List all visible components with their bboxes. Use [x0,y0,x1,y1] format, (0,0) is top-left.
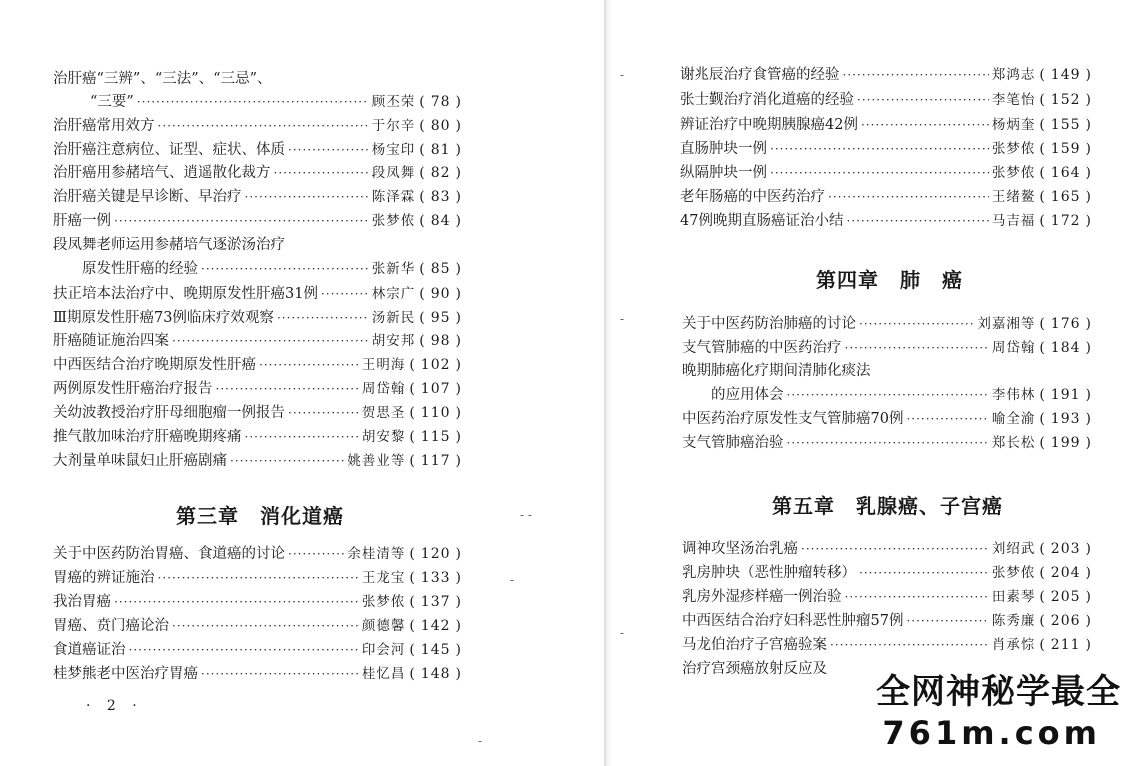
entry-title: 治肝癌常用效方 [53,118,155,134]
entry-author: 林宗广 [371,286,416,302]
entry-page: ( 184 ) [1039,337,1092,359]
entry-page: ( 102 ) [409,354,462,376]
entry-author: 喻全渝 [991,411,1036,427]
dot-leader [201,663,359,685]
entry-author: 郑长松 [991,435,1036,451]
toc-entry [53,283,462,305]
toc-entry [53,615,462,637]
entry-title: 大剂量单味鼠妇止肝癌剧痛 [53,453,227,469]
entry-author: 印会河 [361,642,406,658]
dot-leader [288,139,369,161]
entry-title: Ⅲ期原发性肝癌73例临床疗效观察 [53,310,274,326]
entry-title: 中西医结合治疗妇科恶性肿瘤57例 [682,613,904,629]
entry-author: 李笔怡 [991,92,1036,108]
entry-page: ( 211 ) [1039,634,1092,656]
toc-entry [53,354,462,376]
entry-page: ( 115 ) [409,426,462,448]
watermark [845,656,1137,766]
entry-title: 治肝癌关键是早诊断、早治疗 [53,189,242,205]
dot-leader [201,258,369,280]
entry-author: 顾丕荣 [371,94,416,110]
entry-author: 胡安邦 [371,333,416,349]
entry-author: 胡安黎 [361,429,406,445]
dot-leader [158,567,359,589]
entry-author: 张梦侬 [361,594,406,610]
toc-entry [53,210,462,232]
entry-page: ( 203 ) [1039,538,1092,560]
dot-leader [172,330,369,352]
toc-entry [53,330,462,352]
dot-leader [274,162,369,184]
entry-title: 中西医结合治疗晚期原发性肝癌 [53,357,256,373]
entry-page: ( 137 ) [409,591,462,613]
dot-leader [906,610,988,632]
entry-author: 周岱翰 [361,381,406,397]
entry-page: ( 95 ) [419,307,462,329]
entry-author: 于尔辛 [371,118,416,134]
entry-title-line1: 段凤舞老师运用参赭培气逐淤汤治疗 [53,237,285,253]
entry-author: 姚善业等 [347,453,406,469]
toc-entry [53,139,462,161]
entry-author: 张梦侬 [991,565,1036,581]
entry-author: 刘绍武 [991,541,1036,557]
scan-speck: ‐ [620,626,625,640]
entry-title-line1: 治肝癌“三辨”、“三法”、“三忌”、 [53,71,272,87]
entry-author: 田素琴 [991,589,1036,605]
entry-author: 郑鸿志 [991,67,1036,83]
chapter-heading: 第四章 肺 癌 [816,268,963,292]
entry-title: 我治胃癌 [53,594,111,610]
entry-page: ( 176 ) [1039,313,1092,335]
toc-entry [682,313,1092,335]
entry-title: 支气管肺癌治验 [682,435,784,451]
entry-title: 推气散加味治疗肝癌晚期疼痛 [53,429,242,445]
toc-entry [53,591,462,613]
entry-page: ( 164 ) [1039,162,1092,184]
entry-title: 肝癌随证施治四案 [53,333,169,349]
watermark-url: 761m.com [874,714,1109,752]
dot-leader [857,89,989,111]
entry-author: 张梦侬 [991,141,1036,157]
dot-leader [859,562,989,584]
dot-leader [906,408,988,430]
dot-leader [288,402,359,424]
entry-title: “三要” [90,94,134,110]
entry-title: 扶正培本法治疗中、晚期原发性肝癌31例 [53,286,318,302]
watermark-text: 全网神秘学最全 [870,662,1127,715]
entry-author: 杨炳奎 [991,117,1036,133]
entry-title: 关幼波教授治疗肝母细胞瘤一例报告 [53,405,285,421]
entry-author: 肖承悰 [991,637,1036,653]
entry-page: ( 85 ) [419,258,462,280]
entry-title-line1: 治疗宫颈癌放射反应及 [682,661,827,677]
dot-leader [845,337,989,359]
toc-entry [53,567,462,589]
entry-title: 老年肠癌的中医药治疗 [680,189,825,205]
toc-entry [680,138,1092,160]
entry-title: 辨证治疗中晚期胰腺癌42例 [680,117,858,133]
scan-speck: ‐ [620,68,625,82]
entry-page: ( 80 ) [419,115,462,137]
entry-page: ( 110 ) [409,402,462,424]
entry-author: 桂忆昌 [361,666,406,682]
chapter-heading: 第三章 消化道癌 [176,504,344,528]
entry-page: ( 165 ) [1039,186,1092,208]
entry-page: ( 83 ) [419,186,462,208]
dot-leader [158,115,369,137]
toc-entry [682,408,1092,430]
toc-entry [53,307,462,329]
entry-author: 王龙宝 [361,570,406,586]
toc-entry [53,378,462,400]
entry-author: 刘嘉湘等 [977,316,1036,332]
entry-author: 段凤舞 [371,165,416,181]
dot-leader [828,186,989,208]
dot-leader [770,162,989,184]
entry-author: 颜德馨 [361,618,406,634]
entry-page: ( 193 ) [1039,408,1092,430]
dot-leader [137,91,369,113]
entry-page: ( 199 ) [1039,432,1092,454]
entry-page: ( 205 ) [1039,586,1092,608]
chapter-heading: 第五章 乳腺癌、子宫癌 [772,494,1003,518]
entry-title: 乳房肿块（恶性肿瘤转移） [682,565,856,581]
entry-title: 直肠肿块一例 [680,141,767,157]
dot-leader [770,138,989,160]
entry-title: 47例晚期直肠癌证治小结 [680,213,844,229]
dot-leader [787,384,989,406]
entry-author: 杨宝印 [371,142,416,158]
toc-entry [711,384,1092,406]
entry-title: 胃癌的辨证施治 [53,570,155,586]
entry-title: 纵隔肿块一例 [680,165,767,181]
entry-author: 张梦侬 [371,213,416,229]
toc-entry [682,538,1092,560]
entry-title: 马龙伯治疗子宫癌验案 [682,637,827,653]
entry-author: 余桂清等 [347,546,406,562]
entry-author: 贺思圣 [361,405,406,421]
entry-title: 调神攻坚汤治乳癌 [682,541,798,557]
toc-entry [680,64,1092,86]
entry-title: 两例原发性肝癌治疗报告 [53,381,213,397]
entry-title: 张士觐治疗消化道癌的经验 [680,92,854,108]
dot-leader [830,634,989,656]
toc-entry [682,610,1092,632]
dot-leader [114,210,369,232]
entry-author: 王绪鳌 [991,189,1036,205]
entry-title: 中医药治疗原发性支气管肺癌70例 [682,411,904,427]
entry-page: ( 172 ) [1039,210,1092,232]
dot-leader [801,538,989,560]
dot-leader [843,64,989,86]
entry-author: 陈泽霖 [371,189,416,205]
entry-author: 李伟林 [991,387,1036,403]
dot-leader [230,450,344,472]
entry-page: ( 155 ) [1039,114,1092,136]
toc-entry [53,162,462,184]
scan-speck: ‐ [510,573,515,587]
entry-author: 马吉福 [991,213,1036,229]
entry-title: 乳房外湿疹样癌一例治验 [682,589,842,605]
dot-leader [245,426,359,448]
entry-title: 谢兆辰治疗食管癌的经验 [680,67,840,83]
dot-leader [129,639,359,661]
toc-entry [82,258,462,280]
entry-author: 张梦侬 [991,165,1036,181]
toc-entry [53,543,462,565]
toc-entry [53,426,462,448]
entry-title: 桂梦熊老中医治疗胃癌 [53,666,198,682]
entry-title: 肝癌一例 [53,213,111,229]
scan-speck: ‐ [620,312,625,326]
entry-page: ( 78 ) [419,91,462,113]
entry-title-line1: 晚期肺癌化疗期间清肺化痰法 [682,363,871,379]
entry-title: 治肝癌注意病位、证型、症状、体质 [53,142,285,158]
entry-author: 张新华 [371,261,416,277]
entry-title: 关于中医药防治胃癌、食道癌的讨论 [53,546,285,562]
dot-leader [172,615,359,637]
entry-page: ( 133 ) [409,567,462,589]
entry-page: ( 84 ) [419,210,462,232]
entry-page: ( 142 ) [409,615,462,637]
toc-entry [53,186,462,208]
toc-entry [680,114,1092,136]
dot-leader [245,186,369,208]
page-number: · 2 · [86,698,143,714]
dot-leader [787,432,989,454]
entry-page: ( 159 ) [1039,138,1092,160]
dot-leader [845,586,989,608]
dot-leader [861,114,989,136]
entry-page: ( 145 ) [409,639,462,661]
dot-leader [114,591,359,613]
entry-author: 周岱翰 [991,340,1036,356]
dot-leader [259,354,359,376]
entry-page: ( 206 ) [1039,610,1092,632]
entry-page: ( 98 ) [419,330,462,352]
entry-page: ( 152 ) [1039,89,1092,111]
toc-entry [682,432,1092,454]
right-page [612,0,1137,766]
entry-title: 胃癌、贲门癌论治 [53,618,169,634]
entry-author: 王明海 [361,357,406,373]
toc-entry [682,586,1092,608]
entry-title: 食道癌证治 [53,642,126,658]
entry-page: ( 82 ) [419,162,462,184]
scan-speck: ‐ ‐ [520,508,532,522]
entry-page: ( 120 ) [409,543,462,565]
entry-page: ( 81 ) [419,139,462,161]
entry-page: ( 204 ) [1039,562,1092,584]
entry-title: 支气管肺癌的中医药治疗 [682,340,842,356]
entry-page: ( 117 ) [409,450,462,472]
toc-entry [53,639,462,661]
dot-leader [859,313,974,335]
dot-leader [846,210,988,232]
entry-title: 治肝癌用参赭培气、逍遥散化裁方 [53,165,271,181]
entry-title: 原发性肝癌的经验 [82,261,198,277]
toc-entry [680,162,1092,184]
entry-page: ( 149 ) [1039,64,1092,86]
toc-entry [53,115,462,137]
entry-page: ( 191 ) [1039,384,1092,406]
entry-page: ( 90 ) [419,283,462,305]
entry-page: ( 148 ) [409,663,462,685]
toc-entry [682,634,1092,656]
toc-entry [680,210,1092,232]
toc-entry [680,89,1092,111]
toc-entry [682,562,1092,584]
entry-page: ( 107 ) [409,378,462,400]
toc-entry [682,337,1092,359]
toc-entry [53,402,462,424]
dot-leader [321,283,369,305]
toc-entry [680,186,1092,208]
page-gutter [604,0,612,766]
dot-leader [277,307,369,329]
dot-leader [288,543,344,565]
scan-speck: ‐ [478,734,483,748]
entry-title: 的应用体会 [711,387,784,403]
entry-title: 关于中医药防治肺癌的讨论 [682,316,856,332]
entry-author: 汤新民 [371,310,416,326]
toc-entry [53,450,462,472]
toc-entry [90,91,462,113]
toc-entry [53,663,462,685]
dot-leader [216,378,359,400]
entry-author: 陈秀廉 [991,613,1036,629]
